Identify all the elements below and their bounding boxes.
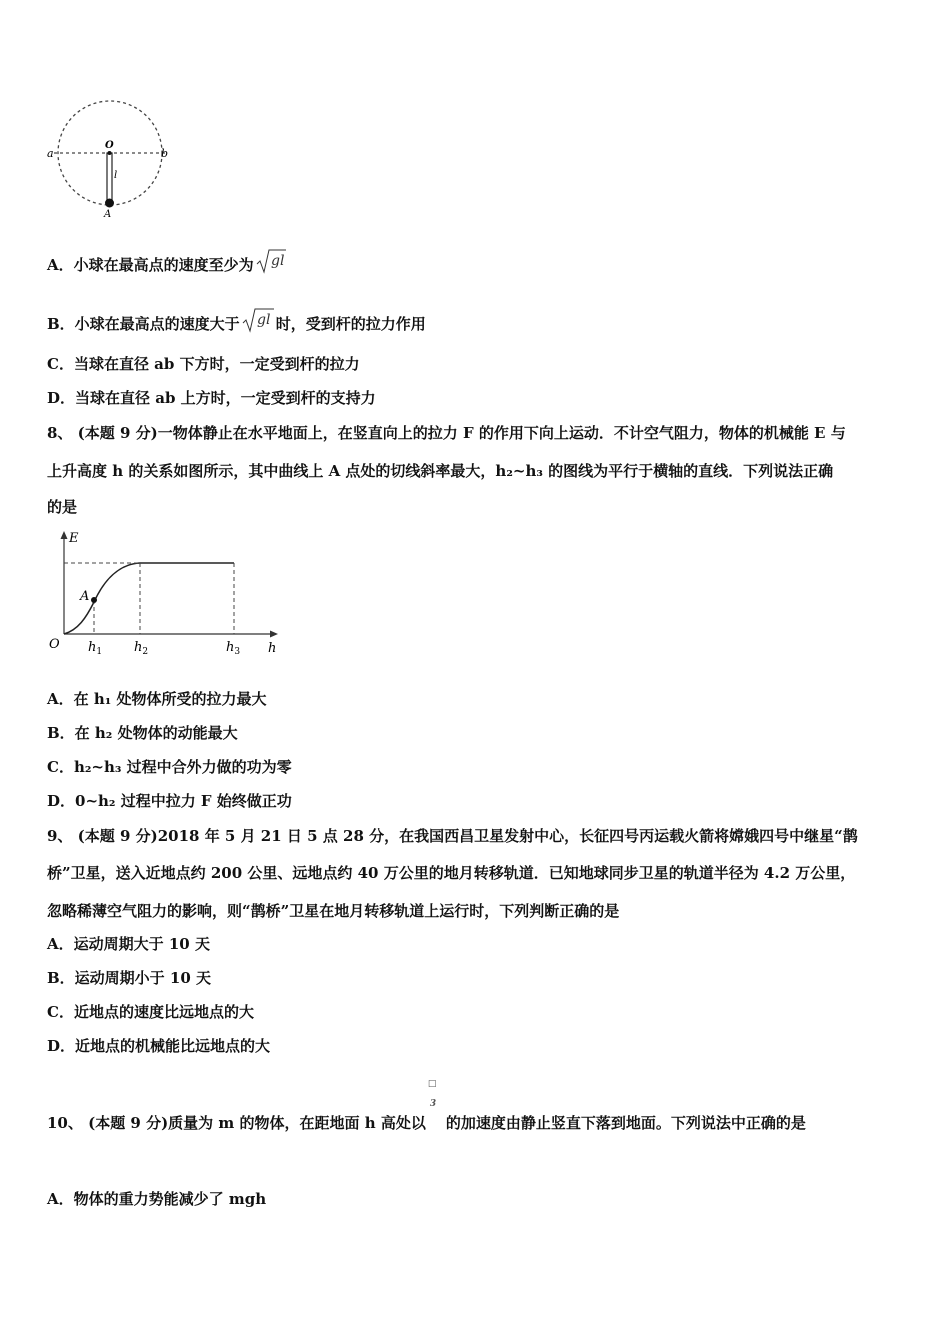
- q9-option-a: A．运动周期大于 10 天: [47, 935, 210, 953]
- q10-stem: 10、 (本题 9 分)质量为 m 的物体，在距地面 h 高处以 □ 3 的加速度由静止竖直下落到地面。下列说法中正确的是: [47, 1079, 806, 1132]
- label-A-point: A: [80, 589, 90, 604]
- tick-h3: $h_3$: [226, 640, 241, 657]
- label-a: a: [47, 147, 54, 160]
- point-A: [91, 597, 97, 603]
- q8-option-d: D．0~h₂ 过程中拉力 F 始终做正功: [47, 792, 292, 810]
- q9-option-b: B．运动周期小于 10 天: [47, 969, 211, 987]
- svg-text:gl: gl: [270, 253, 285, 269]
- q7-option-d: D．当球在直径 ab 上方时，一定受到杆的支持力: [47, 389, 376, 407]
- q7-option-b: B．小球在最高点的速度大于 gl 时，受到杆的拉力作用: [47, 307, 426, 334]
- q8-option-a: A．在 h₁ 处物体所受的拉力最大: [47, 690, 267, 708]
- y-axis-arrow: [61, 531, 68, 539]
- sqrt-gl-b: [242, 307, 274, 334]
- label-O-origin: O: [49, 637, 60, 652]
- energy-height-graph: [44, 528, 284, 663]
- q9-option-d: D．近地点的机械能比远地点的大: [47, 1037, 271, 1055]
- x-axis-arrow: [270, 631, 278, 638]
- q10-option-a: A．物体的重力势能减少了 mgh: [47, 1190, 267, 1208]
- q8-option-b: B．在 h₂ 处物体的动能最大: [47, 724, 238, 742]
- svg-text:gl: gl: [256, 312, 271, 328]
- rod: [107, 153, 112, 203]
- label-O: O: [105, 140, 114, 151]
- circle-rod-figure: [44, 96, 179, 226]
- sqrt-gl-a: [256, 248, 286, 275]
- q9-stem-line2: 桥”卫星，送入近地点约 200 公里、远地点约 40 万公里的地月转移轨道．已知地球同步卫星的轨道半径为 4.2 万公里，: [47, 864, 856, 882]
- q8-option-c: C．h₂~h₃ 过程中合外力做的功为零: [47, 758, 292, 776]
- axis-label-h: h: [268, 641, 277, 656]
- energy-curve: [64, 563, 234, 634]
- pivot-O: [108, 151, 112, 155]
- tick-h2: $h_2$: [134, 640, 149, 657]
- q9-option-c: C．近地点的速度比远地点的大: [47, 1003, 254, 1021]
- label-l: l: [114, 170, 118, 181]
- q7-option-c: C．当球在直径 ab 下方时，一定受到杆的拉力: [47, 355, 360, 373]
- q8-stem-line2: 上升高度 h 的关系如图所示，其中曲线上 A 点处的切线斜率最大，h₂~h₃ 的图线为平行于横轴的直线．下列说法正确: [47, 462, 834, 480]
- ball-A: [105, 199, 114, 208]
- q7-option-a: A．小球在最高点的速度至少为 gl: [47, 248, 288, 275]
- fraction-g-over-3: □ 3: [427, 1079, 437, 1109]
- label-b: b: [161, 147, 169, 160]
- axis-label-E: E: [69, 531, 79, 546]
- tick-h1: $h_1$: [88, 640, 103, 657]
- label-A: A: [104, 209, 112, 220]
- q9-stem-line1: 9、 (本题 9 分)2018 年 5 月 21 日 5 点 28 分，在我国西昌卫星发射中心，长征四号丙运载火箭将嫦娥四号中继星“鹊: [47, 827, 858, 845]
- q8-stem-line1: 8、 (本题 9 分)一物体静止在水平地面上，在竖直向上的拉力 F 的作用下向上运动．不计空气阻力，物体的机械能 E 与: [47, 424, 846, 442]
- q9-stem-line3: 忽略稀薄空气阻力的影响，则“鹊桥”卫星在地月转移轨道上运行时，下列判断正确的是: [47, 902, 620, 920]
- q8-stem-line3: 的是: [47, 498, 78, 516]
